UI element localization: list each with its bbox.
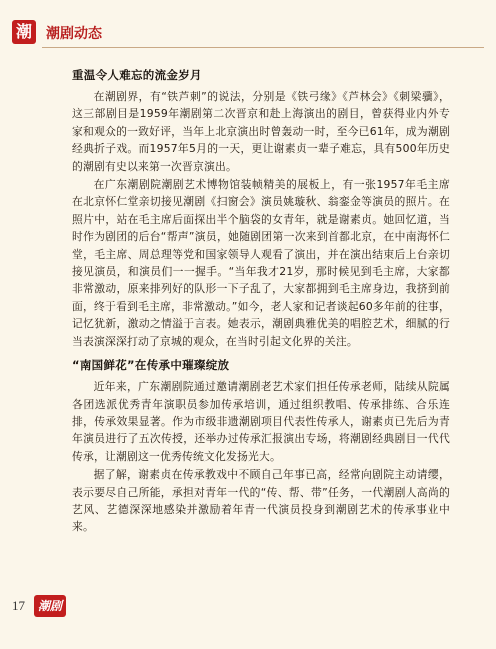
article-paragraph-3: 近年来，广东潮剧院通过邀请潮剧老艺术家们担任传承老师，陆续从院属各团选派优秀青年演职员参加传承培训，通过组织教唱、传承排练、合乐连排，传承效果显著。作为市级非遗潮剧项目代表性传承人，谢素贞已先后为青年演员进行了五次传授，还举办过传承汇报演出专场，将潮剧经典剧目一代代传承，让潮剧这一优秀传统文化发扬光大。 xyxy=(72,380,450,463)
article-paragraph-2: 在广东潮剧院潮剧艺术博物馆装帧精美的展板上，有一张1957年毛主席在北京怀仁堂亲切接见潮剧《扫窗会》演员姚璇秋、翁銮金等演员的照片。在照片中，站在毛主席后面探出半个脑袋的女青年，就是谢素贞。她回忆道，当时作为剧团的后台“帮声”演员，她随剧团第一次来到首都北京，在中南海怀仁堂，毛主席、周总理等党和国家领导人观看了演出，并在演出结束后上台亲切接见演员，和演员们一一握手。“当年我才21岁，那时候见到毛主席，大家都非常激动，原来排列好的队形一下子乱了，大家都拥到毛主席身边，我挤到前面，终于看到毛主席，非常激动。”如今，老人家和记者谈起60多年前的往事，记忆犹新，激动之情溢于言表。她表示，潮剧典雅优美的唱腔艺术，细腻的行当表演深深打动了京城的观众，在当时引起文化界的关注。 xyxy=(72,178,450,348)
chaoju-seal-logo: 潮 xyxy=(12,20,36,44)
article-heading-1: 重温令人难忘的流金岁月 xyxy=(72,68,202,82)
article-heading-2: “南国鲜花”在传承中璀璨绽放 xyxy=(72,358,230,373)
page-number: 17 xyxy=(12,598,25,613)
article-paragraph-4: 据了解，谢素贞在传承教戏中不顾自己年事已高，经常向剧院主动请缨，表示要尽自己所能，承担对青年一代的“传、帮、带”任务，一代潮剧人高尚的艺风、艺德深深地感染并激励着年青一代演员投身到潮剧艺术的传承事业中来。 xyxy=(72,468,450,534)
article-body xyxy=(72,66,450,537)
chaoju-footer-logo: 潮剧 xyxy=(34,595,66,617)
page-header xyxy=(12,20,484,46)
section-title: 潮剧动态 xyxy=(46,26,102,42)
header-divider xyxy=(42,47,484,48)
article-paragraph-1: 在潮剧界，有“铁芦刺”的说法，分别是《铁弓缘》《芦林会》《刺梁骥》，这三部剧目是1959年潮剧第二次晋京和赴上海演出的剧目，曾获得业内外专家和观众的一致好评，当年上北京演出时曾轰动一时，至今已61年，成为潮剧经典折子戏。而1957年5月的一天，更让谢素贞一辈子难忘，具有500年历史的潮剧有史以来第一次晋京演出。 xyxy=(72,90,450,173)
